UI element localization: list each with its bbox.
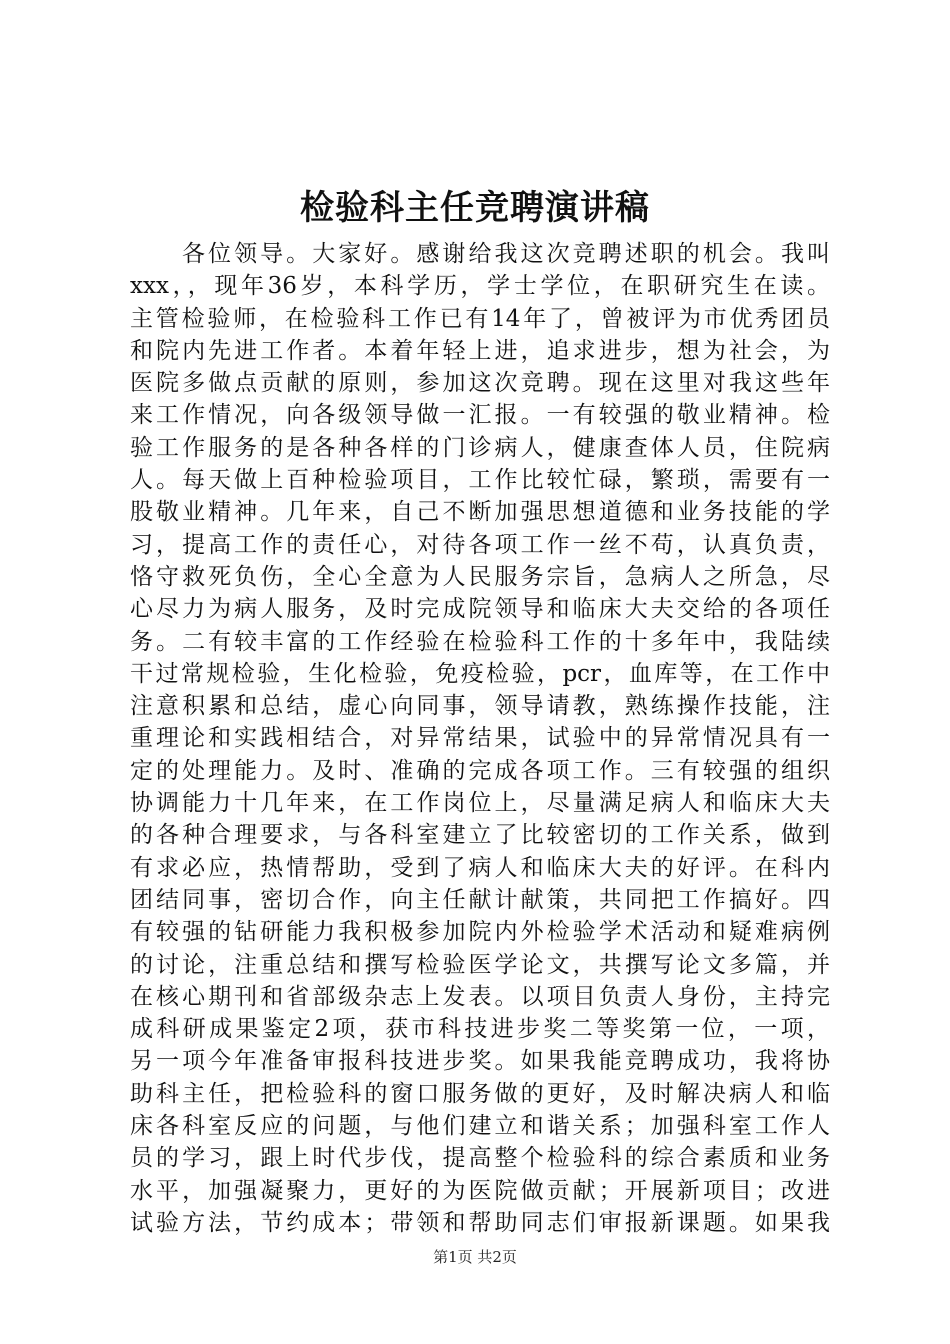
- text-line: 在核心期刊和省部级杂志上发表。以项目负责人身份，主持完: [130, 983, 830, 1010]
- text-line: 的各种合理要求，与各科室建立了比较密切的工作关系，做到: [130, 822, 830, 849]
- text-line: 来工作情况，向各级领导做一汇报。一有较强的敬业精神。检: [130, 402, 830, 429]
- text-line: 团结同事，密切合作，向主任献计献策，共同把工作搞好。四: [130, 886, 830, 913]
- text-line: 和院内先进工作者。本着年轻上进，追求进步，想为社会，为: [130, 337, 830, 364]
- text-line: 心尽力为病人服务，及时完成院领导和临床大夫交给的各项任: [130, 596, 830, 623]
- text-line: 干过常规检验，生化检验，免疫检验，pcr，血库等，在工作中: [130, 660, 830, 687]
- text-line: 助科主任，把检验科的窗口服务做的更好，及时解决病人和临: [130, 1080, 830, 1107]
- text-line: xxx，，现年36岁，本科学历，学士学位，在职研究生在读。: [130, 273, 830, 300]
- text-line: 重理论和实践相结合，对异常结果，试验中的异常情况具有一: [130, 725, 830, 752]
- text-line: 医院多做点贡献的原则，参加这次竞聘。现在这里对我这些年: [130, 370, 830, 397]
- text-line: 床各科室反应的问题，与他们建立和谐关系；加强科室工作人: [130, 1113, 830, 1140]
- text-line: 注意积累和总结，虚心向同事，领导请教，熟练操作技能，注: [130, 693, 830, 720]
- text-line: 另一项今年准备审报科技进步奖。如果我能竞聘成功，我将协: [130, 1048, 830, 1075]
- page-footer: 第1页 共2页: [433, 1248, 517, 1266]
- text-line: 恪守救死负伤，全心全意为人民服务宗旨，急病人之所急，尽: [130, 563, 830, 590]
- text-line: 主管检验师，在检验科工作已有14年了，曾被评为市优秀团员: [130, 305, 830, 332]
- document-title: 检验科主任竞聘演讲稿: [300, 188, 650, 228]
- text-line: 各位领导。大家好。感谢给我这次竞聘述职的机会。我叫: [182, 241, 830, 267]
- text-line: 习，提高工作的责任心，对待各项工作一丝不苟，认真负责，: [130, 531, 830, 558]
- text-line: 人。每天做上百种检验项目，工作比较忙碌，繁琐，需要有一: [130, 467, 830, 494]
- text-line: 的讨论，注重总结和撰写检验医学论文，共撰写论文多篇，并: [130, 951, 830, 978]
- text-line: 验工作服务的是各种各样的门诊病人，健康查体人员，住院病: [130, 434, 830, 461]
- text-line: 股敬业精神。几年来，自己不断加强思想道德和业务技能的学: [130, 499, 830, 526]
- text-line: 试验方法，节约成本；带领和帮助同志们审报新课题。如果我: [130, 1209, 830, 1236]
- body-text: [130, 238, 830, 1239]
- text-line: 水平，加强凝聚力，更好的为医院做贡献；开展新项目；改进: [130, 1177, 830, 1204]
- text-line: 员的学习，跟上时代步伐，提高整个检验科的综合素质和业务: [130, 1145, 830, 1172]
- text-line: 成科研成果鉴定2项，获市科技进步奖二等奖第一位，一项，: [130, 1016, 830, 1043]
- text-line: 有较强的钻研能力我积极参加院内外检验学术活动和疑难病例: [130, 919, 830, 946]
- text-line: 协调能力十几年来，在工作岗位上，尽量满足病人和临床大夫: [130, 790, 830, 817]
- text-line: 定的处理能力。及时、准确的完成各项工作。三有较强的组织: [130, 757, 830, 784]
- text-line: 务。二有较丰富的工作经验在检验科工作的十多年中，我陆续: [130, 628, 830, 655]
- text-line: 有求必应，热情帮助，受到了病人和临床大夫的好评。在科内: [130, 854, 830, 881]
